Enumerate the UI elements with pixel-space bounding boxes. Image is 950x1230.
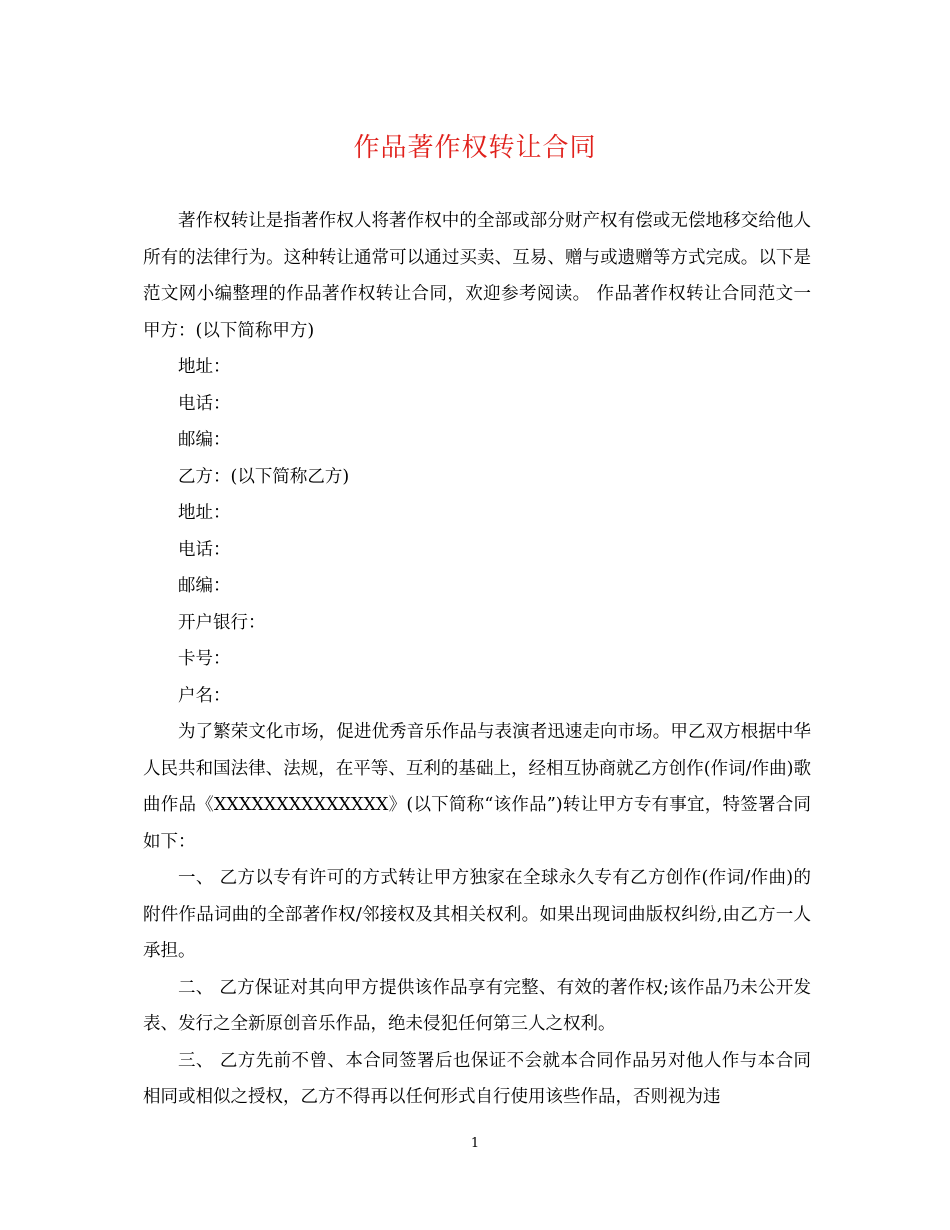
party-a-address-field: 地址： [178, 357, 231, 377]
page-number: 1 [470, 1136, 480, 1151]
party-b-heading: 乙方：(以下简称乙方) [178, 466, 350, 487]
document-title: 作品著作权转让合同 [353, 133, 597, 163]
party-a-postcode-field: 邮编： [178, 430, 231, 450]
clause-paragraph-2: 二、 乙方保证对其向甲方提供该作品享有完整、有效的著作权;该作品乃未公开发表、发行之全新原创音乐作品，绝未侵犯任何第三人之权利。 [143, 977, 811, 1034]
party-b-address-field: 地址： [178, 503, 231, 523]
party-b-phone-field: 电话： [178, 539, 231, 560]
party-b-card-field: 卡号： [178, 649, 231, 669]
intro-paragraph: 著作权转让是指著作权人将著作权中的全部或部分财产权有偿或无偿地移交给他人所有的法律行为。这种转让通常可以通过买卖、互易、赠与或遗赠等方式完成。以下是范文网小编整理的作品著作权转让合同，欢迎参考阅读。 作品著作权转让合同范文一 甲方：(以下简称甲方) [143, 211, 846, 341]
party-b-account-name-field: 户名： [178, 685, 231, 706]
clause-paragraph-3: 三、 乙方先前不曾、本合同签署后也保证不会就本合同作品另对他人作与本合同相同或相似之授权，乙方不得再以任何形式自行使用该些作品，否则视为违 [143, 1050, 811, 1107]
party-b-bank-field: 开户银行： [178, 612, 266, 633]
party-a-phone-field: 电话： [178, 393, 231, 414]
document-body [143, 203, 846, 1116]
party-b-postcode-field: 邮编： [178, 576, 231, 596]
clause-paragraph-1: 一、 乙方以专有许可的方式转让甲方独家在全球永久专有乙方创作(作词/作曲)的附件作品词曲的全部著作权/邻接权及其相关权利。如果出现词曲版权纠纷,由乙方一人承担。 [143, 868, 811, 961]
preamble-paragraph: 为了繁荣文化市场，促进优秀音乐作品与表演者迅速走向市场。甲乙双方根据中华人民共和国法律、法规，在平等、互利的基础上，经相互协商就乙方创作(作词/作曲)歌曲作品《XXXXXXXXXXXXXX》(以下简称“该作品”)转让甲方专有事宜，特签署合同如下： [143, 722, 811, 852]
